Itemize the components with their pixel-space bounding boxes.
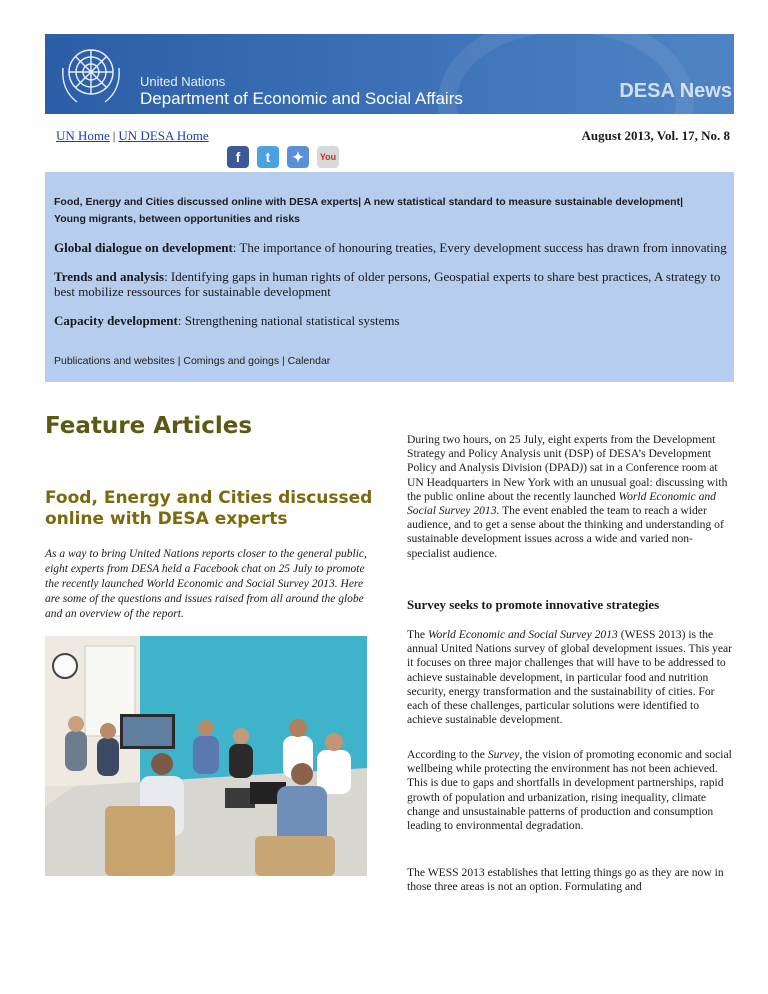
section-text[interactable]: : Strengthening national statistical systems — [177, 313, 400, 328]
top-navigation — [56, 128, 209, 144]
issue-date: August 2013, Vol. 17, No. 8 — [581, 128, 730, 143]
article-paragraph-1: During two hours, on 25 July, eight experts from the Development Strategy and Policy Analysis unit (DSP) of DESA’s Development Policy and Analysis Division (DPAD)) sat in a Conference room at UN Headquarters in New York with an unusual goal: discussing with the public online about the recently launched World Economic and Social Survey 2013. The event enabled the team to reach a wider audience, and to get a sense about the thinking and understanding of sustainable development issues across a wide and varied non-specialist audience. — [407, 433, 728, 560]
article-subheading: Survey seeks to promote innovative strategies — [407, 597, 660, 612]
section-trends-analysis — [54, 269, 734, 299]
youtube-icon[interactable]: You — [317, 146, 339, 168]
section-capacity-development — [54, 313, 734, 328]
banner-newsletter-name: DESA News — [619, 80, 732, 102]
article-paragraph-4: The WESS 2013 establishes that letting things go as they are now in those three areas is not an option. Formulating and — [407, 866, 724, 894]
section-label: Trends and analysis — [54, 269, 165, 284]
para3-text-a: According to the — [407, 748, 488, 761]
banner-org-line2: Department of Economic and Social Affairs — [140, 89, 463, 108]
header-banner — [45, 34, 734, 114]
para3-text-b: , the vision of promoting economic and social wellbeing while protecting the environment has not been achieved. This is due to gaps and shortfalls in development partnerships, rapid growth of population and urbanization, rising inequality, climate change and unsustainable patterns of production and consumption leading to environmental degradation. — [407, 748, 732, 833]
twitter-icon[interactable]: t — [257, 146, 279, 168]
link-separator: | — [112, 128, 116, 143]
headline-links[interactable]: Food, Energy and Cities discussed online with DESA experts| A new statistical standard to measure sustainable development| Young migrants, between opportunities and risks — [54, 196, 684, 225]
article-paragraph-3 — [407, 748, 734, 833]
banner-org-line1: United Nations — [140, 74, 226, 89]
section-label: Global dialogue on development — [54, 240, 233, 255]
article-title: Food, Energy and Cities discussed online with DESA experts — [45, 488, 373, 529]
para2-emphasis: World Economic and Social Survey 2013 — [427, 628, 618, 641]
delicious-icon[interactable]: ✦ — [287, 146, 309, 168]
facebook-icon[interactable]: f — [227, 146, 249, 168]
section-global-dialogue — [54, 240, 734, 255]
un-emblem-icon — [55, 38, 127, 110]
para1-emphasis: World Economic and Social Survey 2013. — [407, 489, 716, 518]
section-label: Capacity development — [54, 313, 178, 328]
feature-heading: Feature Articles — [45, 413, 253, 439]
meeting-photo — [45, 636, 367, 876]
article-paragraph-2 — [407, 628, 734, 727]
para3-emphasis: Survey — [487, 748, 520, 761]
para1-text-c: The event enabled the team to reach a wider audience, and to get a sense about the thinking and understanding of sustainable development issues across a wide and varied non-specialist audience. — [407, 504, 724, 560]
section-text[interactable]: : Identifying gaps in human rights of older persons, Geospatial experts to share best practices, A strategy to best mobilize ressources for sustainable development — [54, 269, 721, 299]
summary-box — [45, 172, 734, 382]
para1-text-b: ) sat in a Conference room at UN Headquarters in New York with an unusual goal: discussing with the public online about the recently launched — [407, 461, 728, 503]
meeting-photo-illustration — [45, 636, 367, 876]
section-text[interactable]: : The importance of honouring treaties, Every development success has drawn from innovating — [232, 240, 727, 255]
un-desa-home-link[interactable]: UN DESA Home — [118, 128, 209, 143]
para2-text-a: The — [407, 628, 428, 641]
un-home-link[interactable]: UN Home — [56, 128, 110, 143]
para1-text-a: During two hours, on 25 July, eight experts from the Development Strategy and Policy Analysis unit (DSP) of DESA’s Development Policy and Analysis Division (DPAD — [407, 433, 716, 475]
article-lead: As a way to bring United Nations reports closer to the general public, eight experts from DESA held a Facebook chat on 25 July to promote the recently launched World Economic and Social Survey 2013. Here are some of the questions and issues raised from all around the globe and an overview of the report. — [45, 548, 367, 620]
para2-text-b: (WESS 2013) is the annual United Nations survey of global development issues. This year it focuses on three major challenges that will have to be addressed to achieve sustainable development, in particular food and nutrition security, energy transformation and the sustainability of cities. For each of these challenges, particular solutions were identified to achieve sustainable development. — [407, 628, 732, 727]
summary-footer-links[interactable]: Publications and websites | Comings and goings | Calendar — [54, 355, 331, 367]
